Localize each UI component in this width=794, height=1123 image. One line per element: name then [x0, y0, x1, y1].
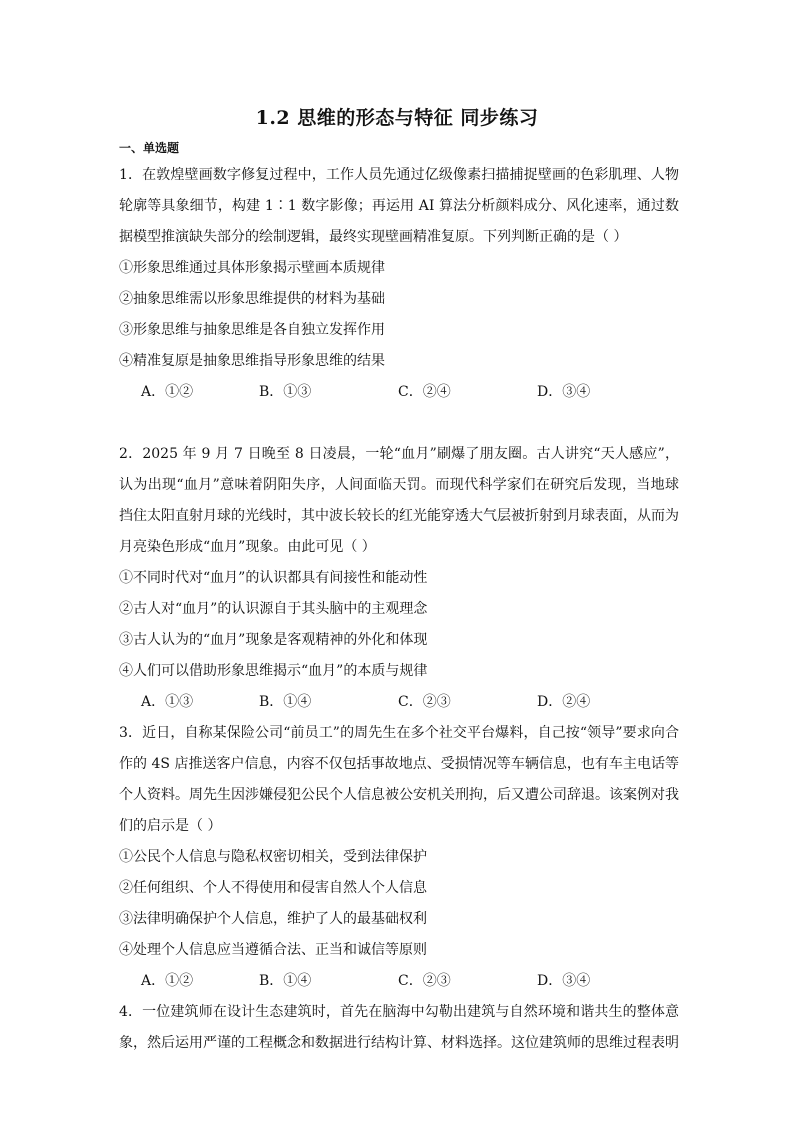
option-c: C．②③	[398, 973, 451, 989]
answer-options	[119, 966, 679, 997]
statement-item: ①不同时代对“血月”的认识都具有间接性和能动性	[119, 570, 428, 586]
statement-item: ④人们可以借助形象思维揭示“血月”的本质与规律	[119, 663, 428, 679]
statement-item: ④处理个人信息应当遵循合法、正当和诚信等原则	[119, 942, 427, 958]
statement-item: ①公民个人信息与隐私权密切相关，受到法律保护	[119, 849, 427, 865]
option-a: A．①②	[141, 973, 194, 989]
statement-item: ④精准复原是抽象思维指导形象思维的结果	[119, 353, 385, 369]
option-c: C．②④	[398, 384, 451, 400]
statement-item: ①形象思维通过具体形象揭示壁画本质规律	[119, 260, 385, 276]
question-stem: 1．在敦煌壁画数字修复过程中，工作人员先通过亿级像素扫描捕捉壁画的色彩肌理、人物轮廓等具象细节，构建 1∶1 数字影像；再运用 AI 算法分析颜料成分、风化速率，通过数据模型推演缺失部分的绘制逻辑，最终实现壁画精准复原。下列判断正确的是（ ）	[119, 167, 679, 245]
statement-item: ③古人认为的“血月”现象是客观精神的外化和体现	[119, 632, 428, 648]
option-d: D．②④	[537, 694, 591, 710]
question-stem: 4．一位建筑师在设计生态建筑时，首先在脑海中勾勒出建筑与自然环境和谐共生的整体意象，然后运用严谨的工程概念和数据进行结构计算、材料选择。这位建筑师的思维过程表明	[119, 1004, 679, 1051]
option-b: B．①③	[259, 384, 312, 400]
answer-options	[119, 377, 679, 408]
option-d: D．③④	[537, 973, 591, 989]
page-title: 1.2 思维的形态与特征 同步练习	[255, 107, 539, 129]
question-stem: 2．2025 年 9 月 7 日晚至 8 日凌晨，一轮“血月”刷爆了朋友圈。古人讲究“天人感应”，认为出现“血月”意味着阴阳失序，人间面临天罚。而现代科学家们在研究后发现，当地球挡住太阳直射月球的光线时，其中波长较长的红光能穿透大气层被折射到月球表面，从而为月亮染色形成“血月”现象。由此可见（ ）	[119, 446, 679, 555]
question-1	[119, 160, 679, 408]
statement-item: ②抽象思维需以形象思维提供的材料为基础	[119, 291, 385, 307]
option-d: D．③④	[537, 384, 591, 400]
question-stem: 3．近日，自称某保险公司“前员工”的周先生在多个社交平台爆料，自己按“领导”要求向合作的 4S 店推送客户信息，内容不仅包括事故地点、受损情况等车辆信息，也有车主电话等个人资料。周先生因涉嫌侵犯公民个人信息被公安机关刑拘，后又遭公司辞退。该案例对我们的启示是（ ）	[119, 725, 679, 834]
question-4	[119, 997, 679, 1059]
section-heading: 一、单选题	[119, 141, 180, 155]
statement-item: ③形象思维与抽象思维是各自独立发挥作用	[119, 322, 385, 338]
option-c: C．②③	[398, 694, 451, 710]
answer-options	[119, 687, 679, 718]
statement-item: ②古人对“血月”的认识源自于其头脑中的主观理念	[119, 601, 428, 617]
question-2	[119, 439, 679, 718]
option-a: A．①②	[141, 384, 194, 400]
option-b: B．①④	[259, 973, 312, 989]
statement-item: ②任何组织、个人不得使用和侵害自然人个人信息	[119, 880, 427, 896]
option-b: B．①④	[259, 694, 312, 710]
question-3	[119, 718, 679, 997]
option-a: A．①③	[141, 694, 194, 710]
statement-item: ③法律明确保护个人信息，维护了人的最基础权利	[119, 911, 427, 927]
